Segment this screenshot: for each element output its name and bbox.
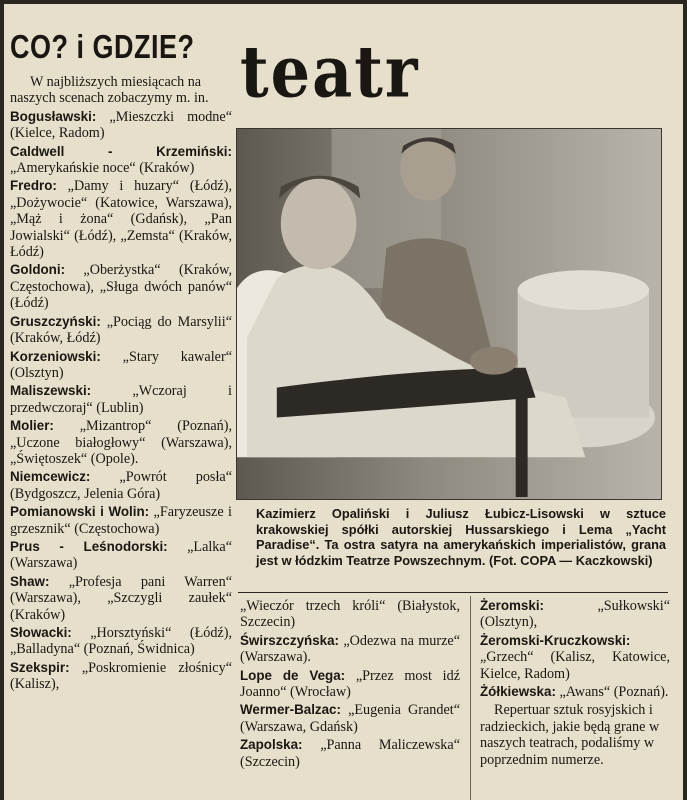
- repertoire-entry: [10, 383, 232, 416]
- repertoire-entry: [240, 633, 460, 666]
- left-column: [10, 74, 232, 695]
- photo-caption: Kazimierz Opaliński i Juliusz Łubicz-Lisowski w sztuce krakowskiej spółki autorskiej Hussarskiego i Lema „Yacht Paradise“. Ta ostra satyra na amerykańskich imperialistów, grana jest w łódzkim Teatrze Powszechnym. (Fot. COPA — Kaczkowski): [256, 506, 666, 568]
- repertoire-entry: [10, 349, 232, 382]
- caption-divider: [238, 592, 668, 593]
- repertoire-entry: [10, 109, 232, 142]
- repertoire-entry: [10, 625, 232, 658]
- author-name: Molier:: [10, 418, 54, 434]
- play-titles: „Pociąg do Marsylii“ (Kraków, Łódź): [10, 313, 232, 347]
- column-rule: [470, 596, 471, 800]
- outro-text: Repertuar sztuk rosyjskich i radzieckich, jakie będą grane w naszych teatrach, podaliśmy w poprzednim numerze.: [480, 702, 660, 768]
- play-titles: „Mieszczki modne“ (Kielce, Radom): [10, 108, 232, 142]
- play-titles: „Wieczór trzech króli“ (Białystok, Szczecin): [240, 598, 460, 631]
- author-name: Słowacki:: [10, 625, 72, 640]
- middle-entry-list: [240, 598, 460, 770]
- repertoire-entry: [240, 668, 460, 701]
- repertoire-entry: [10, 418, 232, 467]
- intro-text: W najbliższych miesiącach na naszych scenach zobaczymy m. in.: [10, 74, 209, 107]
- play-titles: „Przez most idź Joanno“ (Wrocław): [240, 667, 460, 701]
- author-name: Caldwell - Krzemiński:: [10, 143, 232, 159]
- author-name: Świrszczyńska:: [240, 632, 339, 648]
- repertoire-entry: [480, 598, 670, 631]
- author-name: Niemcewicz:: [10, 469, 91, 485]
- repertoire-entry: [240, 702, 460, 735]
- play-titles: „Poskromienie złośnicy“ (Kalisz),: [10, 659, 232, 693]
- repertoire-entry: [480, 633, 670, 682]
- play-titles: „Wczoraj i przedwczoraj“ (Lublin): [10, 383, 232, 416]
- author-name: Pomianowski i Wolin:: [10, 504, 150, 520]
- play-titles: „Oberżystka“ (Kraków, Częstochowa), „Sługa dwóch panów“ (Łódź): [10, 262, 232, 312]
- play-titles: „Awans“ (Poznań).: [555, 684, 669, 701]
- play-titles: „Damy i huzary“ (Łódź), „Dożywocie“ (Katowice, Warszawa), „Mąż i żona“ (Gdańsk), „Pan Jowialski“ (Łódź), „Zemsta“ (Kraków, Łódź): [10, 178, 232, 261]
- photo-illustration: [237, 129, 661, 499]
- author-name: Bogusławski:: [10, 108, 97, 124]
- repertoire-entry: [10, 144, 232, 177]
- play-titles: „Amerykańskie noce“ (Kraków): [10, 160, 195, 177]
- section-title: teatr: [240, 30, 420, 114]
- author-name: Prus - Leśnodorski:: [10, 538, 168, 554]
- play-titles: „Sułkowski“ (Olsztyn),: [480, 598, 670, 631]
- author-name: Szekspir:: [10, 659, 70, 675]
- play-titles: „Panna Maliczewska“ (Szczecin): [240, 737, 460, 770]
- right-entry-list: [480, 598, 670, 700]
- author-name: Maliszewski:: [10, 383, 92, 399]
- repertoire-entry: [480, 684, 670, 700]
- play-titles: „Eugenia Grandet“ (Warszawa, Gdańsk): [240, 702, 460, 735]
- author-name: Korzeniowski:: [10, 348, 101, 364]
- author-name: Shaw:: [10, 573, 50, 589]
- column-heading: CO? i GDZIE?: [10, 28, 195, 66]
- author-name: Żeromski:: [480, 598, 544, 613]
- repertoire-entry: [10, 262, 232, 311]
- play-titles: „Odezwa na murze“ (Warszawa).: [240, 632, 460, 666]
- play-titles: „Horsztyński“ (Łódź), „Balladyna“ (Poznań, Świdnica): [10, 625, 232, 658]
- theatre-photo: [236, 128, 662, 500]
- repertoire-entry: [10, 660, 232, 693]
- play-titles: „Grzech“ (Kalisz, Katowice, Kielce, Radom): [480, 649, 670, 682]
- play-titles: „Stary kawaler“ (Olsztyn): [10, 348, 232, 381]
- repertoire-entry: [10, 539, 232, 572]
- left-entry-list: [10, 109, 232, 693]
- repertoire-entry: [10, 314, 232, 347]
- play-titles: „Lalka“ (Warszawa): [10, 538, 232, 572]
- repertoire-entry: [10, 504, 232, 537]
- play-titles: „Powrót posła“ (Bydgoszcz, Jelenia Góra): [10, 469, 232, 502]
- author-name: Zapolska:: [240, 737, 303, 753]
- author-name: Goldoni:: [10, 262, 66, 278]
- author-name: Wermer-Balzac:: [240, 702, 341, 718]
- repertoire-entry: [240, 737, 460, 770]
- repertoire-entry: [10, 178, 232, 260]
- author-name: Żeromski-Kruczkowski:: [480, 632, 631, 648]
- play-titles: „Mizantrop“ (Poznań), „Uczone białogłowy“ (Warszawa), „Świętoszek“ (Opole).: [10, 418, 232, 467]
- repertoire-entry: [10, 574, 232, 623]
- right-column: [480, 598, 670, 768]
- play-titles: „Faryzeusze i grzesznik“ (Częstochowa): [10, 504, 232, 537]
- author-name: Fredro:: [10, 178, 57, 194]
- author-name: Żółkiewska:: [480, 684, 556, 700]
- repertoire-entry: [10, 469, 232, 502]
- play-titles: „Profesja pani Warren“ (Warszawa), „Szczygli zaułek“ (Kraków): [10, 573, 232, 623]
- author-name: Gruszczyński:: [10, 313, 101, 329]
- middle-column: [240, 598, 460, 772]
- repertoire-entry: [240, 598, 460, 631]
- author-name: Lope de Vega:: [240, 667, 346, 683]
